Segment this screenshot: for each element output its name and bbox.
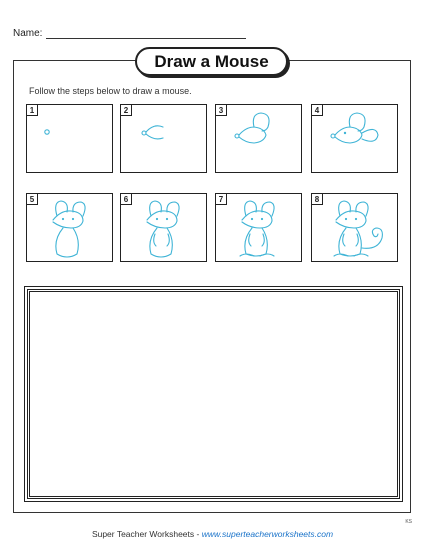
step-2-panel	[120, 104, 207, 173]
step-4-panel	[311, 104, 398, 173]
step-3-panel	[215, 104, 302, 173]
step-number: 6	[120, 193, 132, 205]
step-number: 2	[120, 104, 132, 116]
step-5-drawing	[27, 194, 114, 263]
step-2-drawing	[121, 105, 208, 174]
step-number: 8	[311, 193, 323, 205]
footer	[0, 529, 425, 539]
name-line[interactable]	[46, 38, 246, 39]
footer-brand: Super Teacher Worksheets	[91, 529, 195, 539]
drawing-area[interactable]	[27, 289, 400, 499]
step-number: 7	[215, 193, 227, 205]
instructions-text: Follow the steps below to draw a mouse.	[29, 86, 192, 96]
step-7-panel	[215, 193, 302, 262]
step-1-panel	[26, 104, 113, 173]
step-7-drawing	[216, 194, 303, 263]
footer-link[interactable]: www.superteacherworksheets.com	[201, 529, 334, 539]
step-6-panel	[120, 193, 207, 262]
footer-separator: -	[194, 529, 202, 539]
step-number: 1	[26, 104, 38, 116]
corner-mark: KS	[405, 519, 412, 525]
step-1-drawing	[27, 105, 114, 174]
step-number: 5	[26, 193, 38, 205]
step-3-drawing	[216, 105, 303, 174]
step-4-drawing	[312, 105, 399, 174]
step-number: 3	[215, 104, 227, 116]
step-8-drawing	[312, 194, 399, 263]
step-8-panel	[311, 193, 398, 262]
name-label: Name:	[13, 28, 43, 39]
step-5-panel	[26, 193, 113, 262]
step-6-drawing	[121, 194, 208, 263]
step-number: 4	[311, 104, 323, 116]
worksheet-title: Draw a Mouse	[135, 47, 288, 76]
